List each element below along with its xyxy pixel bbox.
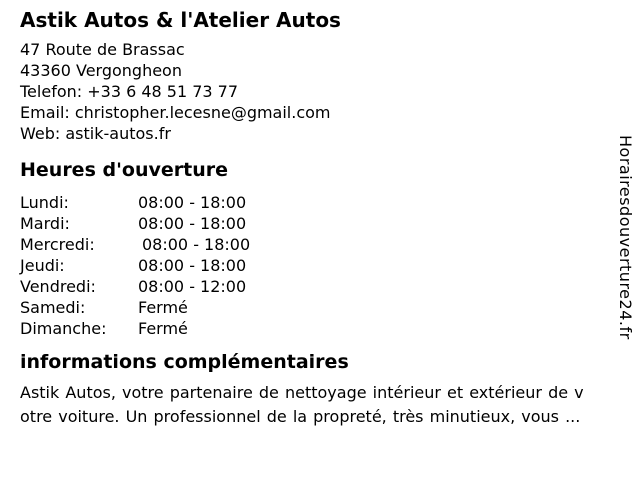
hours-row-saturday: [20, 297, 250, 318]
time-value: Fermé: [138, 298, 188, 317]
hours-row-wednesday: [20, 234, 250, 255]
day-label: Jeudi:: [20, 256, 65, 275]
opening-hours-heading: Heures d'ouverture: [20, 159, 228, 181]
time-value: Fermé: [138, 319, 188, 338]
contact-block: [20, 39, 331, 144]
day-label: Samedi:: [20, 298, 86, 317]
email-line[interactable]: Email: christopher.lecesne@gmail.com: [20, 103, 331, 122]
site-watermark[interactable]: Horairesdouverture24.fr: [616, 135, 635, 340]
time-value: 08:00 - 18:00: [142, 235, 251, 254]
address-city: 43360 Vergongheon: [20, 61, 182, 80]
hours-row-monday: [20, 192, 250, 213]
day-label: Dimanche:: [20, 319, 107, 338]
hours-row-thursday: [20, 255, 250, 276]
business-title: Astik Autos & l'Atelier Autos: [20, 8, 341, 32]
time-value: 08:00 - 12:00: [138, 277, 247, 296]
time-value: 08:00 - 18:00: [138, 256, 247, 275]
day-label: Vendredi:: [20, 277, 96, 296]
day-label: Mercredi:: [20, 235, 95, 254]
info-paragraph-line: otre voiture. Un professionnel de la propreté, très minutieux, vous ...: [20, 407, 581, 426]
opening-hours-table: [20, 192, 250, 339]
phone-line: Telefon: +33 6 48 51 73 77: [20, 82, 239, 101]
time-value: 08:00 - 18:00: [138, 214, 247, 233]
hours-row-friday: [20, 276, 250, 297]
day-label: Mardi:: [20, 214, 70, 233]
address-street: 47 Route de Brassac: [20, 40, 185, 59]
additional-info-heading: informations complémentaires: [20, 351, 349, 373]
info-paragraph-line: Astik Autos, votre partenaire de nettoyage intérieur et extérieur de v: [20, 383, 584, 402]
time-value: 08:00 - 18:00: [138, 193, 247, 212]
hours-row-sunday: [20, 318, 250, 339]
hours-row-tuesday: [20, 213, 250, 234]
day-label: Lundi:: [20, 193, 69, 212]
website-line[interactable]: Web: astik-autos.fr: [20, 124, 171, 143]
additional-info-paragraph: [20, 381, 584, 429]
